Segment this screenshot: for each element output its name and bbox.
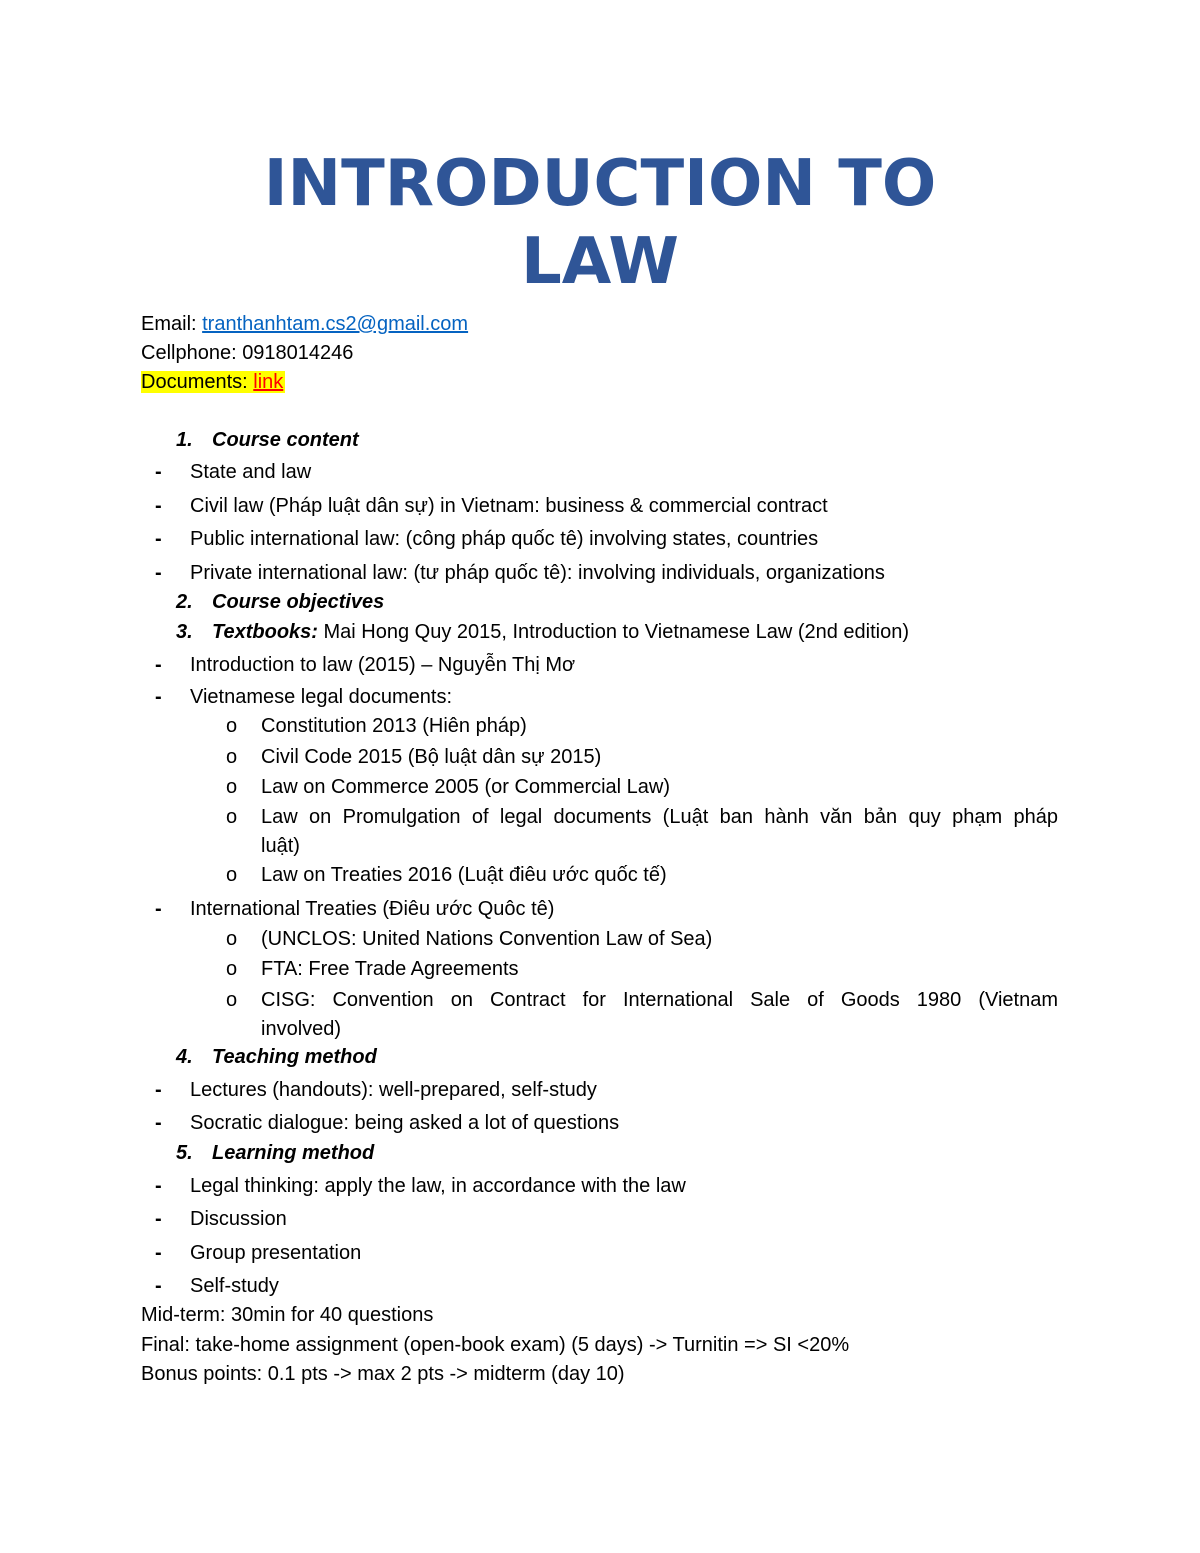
list-item	[155, 1173, 686, 1199]
section-number: 5.	[176, 1142, 193, 1164]
email-link[interactable]: tranthanhtam.cs2@gmail.com	[202, 313, 469, 335]
dash-bullet: -	[155, 1208, 162, 1230]
sub-list-item-text: luật)	[261, 835, 300, 857]
list-item	[155, 1206, 287, 1232]
dash-bullet: -	[155, 495, 162, 517]
sub-list-item-continuation	[226, 1015, 1058, 1044]
textbook-description: Mai Hong Quy 2015, Introduction to Vietnamese Law (2nd edition)	[317, 621, 910, 643]
dash-bullet: -	[155, 1079, 162, 1101]
circle-bullet: o	[226, 864, 238, 886]
list-item-text: Civil law (Pháp luật dân sự) in Vietnam: business & commercial contract	[190, 495, 828, 517]
sub-list-item-text: Law on Commerce 2005 (or Commercial Law)	[261, 776, 671, 798]
documents-line	[141, 369, 285, 395]
list-item	[155, 526, 818, 552]
list-item	[155, 652, 575, 678]
section-heading-text: Course content	[212, 429, 359, 451]
section-heading-course-content	[176, 427, 359, 453]
section-heading-text: Teaching method	[212, 1046, 377, 1068]
list-item	[155, 896, 554, 922]
list-item	[155, 459, 311, 485]
list-item-text: Lectures (handouts): well-prepared, self-study	[190, 1079, 597, 1101]
email-line	[141, 311, 468, 337]
sub-list-item-text: (UNCLOS: United Nations Convention Law of Sea)	[261, 928, 713, 950]
sub-list-item	[226, 743, 1058, 772]
list-item	[155, 1110, 619, 1136]
sub-list-item-text: FTA: Free Trade Agreements	[261, 958, 519, 980]
dash-bullet: -	[155, 461, 162, 483]
documents-label: Documents:	[141, 371, 254, 393]
section-number: 4.	[176, 1046, 193, 1068]
final-line: Final: take-home assignment (open-book exam) (5 days) -> Turnitin => SI <20%	[141, 1334, 850, 1356]
dash-bullet: -	[155, 528, 162, 550]
sub-list-item	[226, 955, 1058, 984]
cellphone-value: 0918014246	[242, 342, 354, 364]
circle-bullet: o	[226, 958, 238, 980]
list-item-text: Legal thinking: apply the law, in accordance with the law	[190, 1175, 686, 1197]
list-item-text: State and law	[190, 461, 312, 483]
section-heading-course-objectives	[176, 589, 384, 615]
list-item	[155, 684, 452, 710]
dash-bullet: -	[155, 686, 162, 708]
list-item-text: Private international law: (tư pháp quốc tê): involving individuals, organizations	[190, 562, 885, 584]
dash-bullet: -	[155, 1175, 162, 1197]
circle-bullet: o	[226, 928, 238, 950]
section-number: 3.	[176, 621, 193, 643]
email-label: Email:	[141, 313, 203, 335]
section-heading-textbooks	[176, 619, 909, 645]
list-item	[155, 560, 885, 586]
dash-bullet: -	[155, 654, 162, 676]
sub-list-item-text: Constitution 2013 (Hiên pháp)	[261, 715, 527, 737]
section-heading-text: Learning method	[212, 1142, 375, 1164]
dash-bullet: -	[155, 1112, 162, 1134]
list-item-text: International Treaties (Điêu ước Quôc tê)	[190, 898, 555, 920]
list-item-text: Vietnamese legal documents:	[190, 686, 453, 708]
circle-bullet: o	[226, 806, 238, 828]
sub-list-item	[226, 925, 1058, 954]
sub-list-item	[226, 986, 1058, 1015]
cellphone-line	[141, 340, 353, 366]
dash-bullet: -	[155, 1242, 162, 1264]
midterm-line: Mid-term: 30min for 40 questions	[141, 1304, 434, 1326]
section-heading-text: Course objectives	[212, 591, 385, 613]
list-item	[155, 1077, 597, 1103]
documents-link[interactable]: link	[253, 371, 284, 393]
list-item-text: Public international law: (công pháp quốc tê) involving states, countries	[190, 528, 819, 550]
section-number: 1.	[176, 429, 193, 451]
page-title	[0, 145, 1200, 301]
sub-list-item-continuation	[226, 832, 1058, 861]
list-item	[155, 1240, 361, 1266]
dash-bullet: -	[155, 1275, 162, 1297]
sub-list-item-text: involved)	[261, 1018, 342, 1040]
section-heading-teaching-method	[176, 1044, 377, 1070]
circle-bullet: o	[226, 989, 238, 1011]
circle-bullet: o	[226, 715, 238, 737]
sub-list-item	[226, 803, 1058, 832]
sub-list-item-text: Law on Promulgation of legal documents (Luật ban hành văn bản quy phạm pháp	[261, 806, 1058, 828]
sub-list-item-text: Law on Treaties 2016 (Luật điêu ước quốc tế)	[261, 864, 667, 886]
dash-bullet: -	[155, 562, 162, 584]
section-heading-text: Textbooks:	[212, 621, 318, 643]
sub-list-item	[226, 712, 1058, 741]
title-line-1: INTRODUCTION TO	[263, 147, 937, 221]
sub-list-item	[226, 861, 1058, 890]
list-item-text: Introduction to law (2015) – Nguyễn Thị Mơ	[190, 654, 576, 676]
title-line-2: LAW	[520, 225, 680, 299]
list-item-text: Group presentation	[190, 1242, 362, 1264]
section-heading-learning-method	[176, 1140, 374, 1166]
circle-bullet: o	[226, 746, 238, 768]
list-item-text: Self-study	[190, 1275, 279, 1297]
list-item	[155, 1273, 279, 1299]
sub-list-item-text: Civil Code 2015 (Bộ luật dân sự 2015)	[261, 746, 602, 768]
list-item	[155, 493, 828, 519]
dash-bullet: -	[155, 898, 162, 920]
sub-list-item-text: CISG: Convention on Contract for International Sale of Goods 1980 (Vietnam	[261, 989, 1058, 1011]
sub-list-item	[226, 773, 1058, 802]
list-item-text: Discussion	[190, 1208, 287, 1230]
list-item-text: Socratic dialogue: being asked a lot of questions	[190, 1112, 620, 1134]
bonus-line: Bonus points: 0.1 pts -> max 2 pts -> midterm (day 10)	[141, 1363, 625, 1385]
section-number: 2.	[176, 591, 193, 613]
cellphone-label: Cellphone:	[141, 342, 243, 364]
circle-bullet: o	[226, 776, 238, 798]
